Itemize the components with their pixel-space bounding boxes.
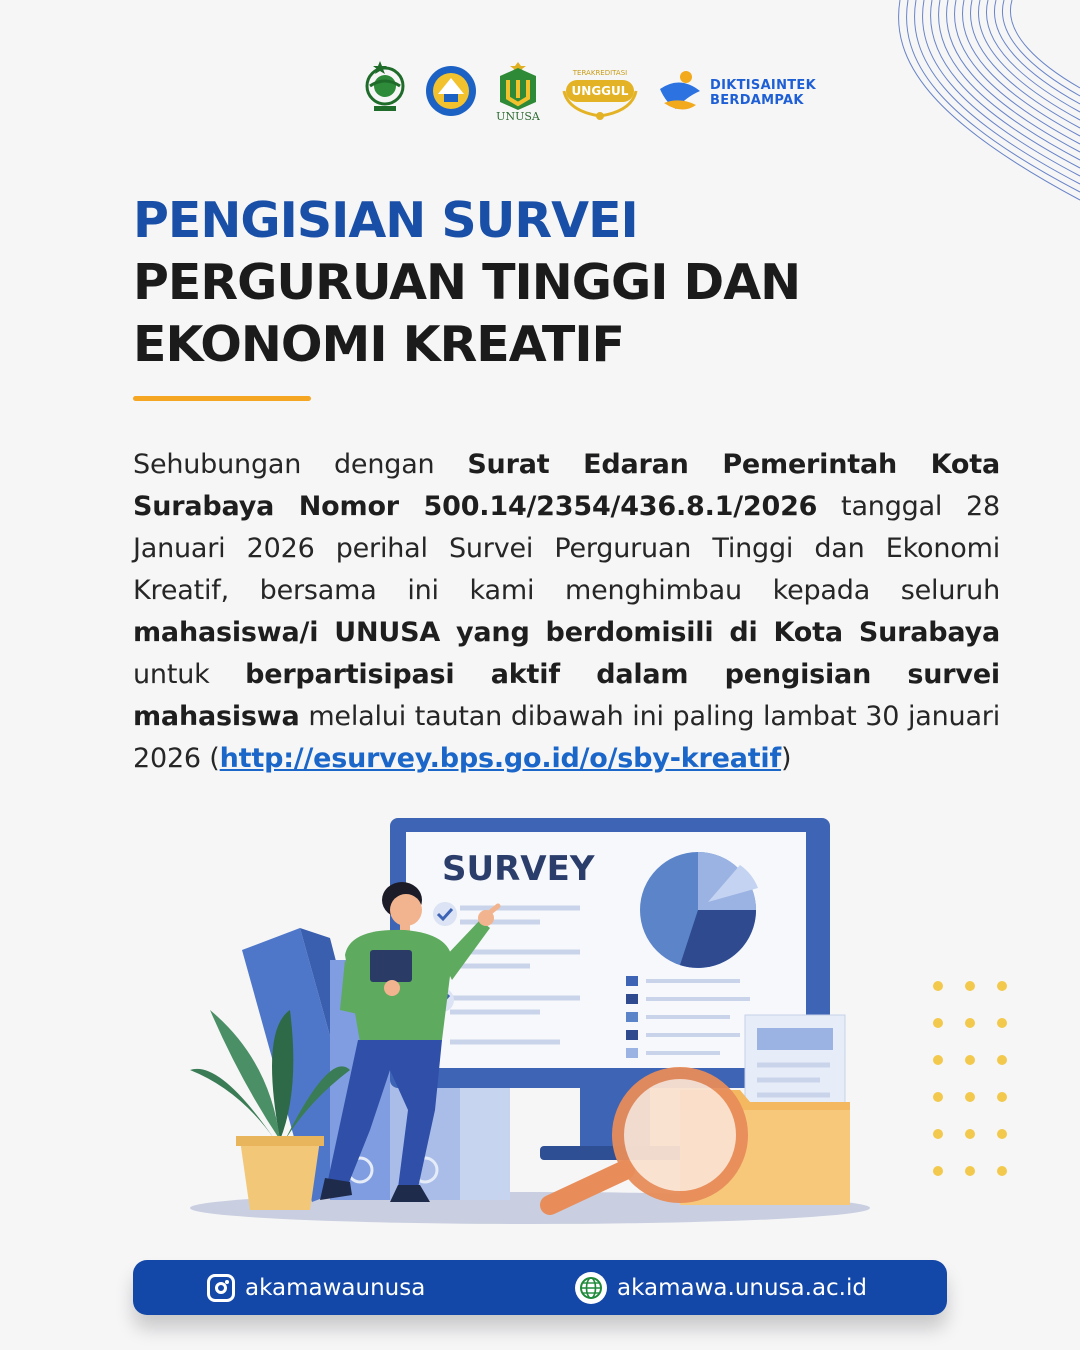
accreditation-top-text: TERAKREDITASI — [572, 69, 628, 77]
instagram-link[interactable] — [207, 1260, 425, 1315]
screen-survey-heading: SURVEY — [442, 849, 595, 889]
title-line-1: PENGISIAN SURVEI — [133, 192, 638, 249]
dot-grid-decoration — [928, 978, 1018, 1183]
partner-logos — [360, 58, 816, 128]
announcement-after-ref: tanggal 28 Januari 2026 perihal Survei Perguruan Tinggi dan Ekonomi Kreatif, bersama ini kami menghimbau kepada seluruh — [133, 491, 1000, 606]
announcement-close: ) — [781, 743, 792, 774]
title-line-3: EKONOMI KREATIF — [133, 316, 625, 373]
website-url: akamawa.unusa.ac.id — [617, 1274, 867, 1301]
magnifier-icon — [550, 1073, 742, 1205]
announcement-intro: Sehubungan dengan — [133, 449, 468, 480]
letter-reference: Surat Edaran Pemerintah Kota Surabaya Nomor 500.14/2354/436.8.1/2026 — [133, 449, 1000, 522]
title-underline-accent — [133, 396, 311, 401]
diktisaintek-berdampak-logo — [656, 69, 816, 117]
survey-illustration — [180, 810, 880, 1230]
dikti-line1: DIKTISAINTEK — [710, 78, 816, 93]
unusa-logo — [492, 56, 544, 130]
tut-wuri-handayani-logo — [424, 64, 478, 122]
lptnu-logo — [360, 56, 410, 130]
wave-lines-decoration — [890, 0, 1080, 215]
unusa-logo-text: UNUSA — [496, 110, 540, 123]
instagram-icon — [207, 1274, 235, 1302]
website-link[interactable] — [575, 1260, 867, 1315]
call-to-action: berpartisipasi aktif dalam pengisian survei mahasiswa — [133, 659, 1000, 732]
title-line-2: PERGURUAN TINGGI DAN — [133, 254, 801, 311]
dikti-line2: BERDAMPAK — [710, 93, 804, 108]
instagram-handle: akamawaunusa — [245, 1274, 426, 1301]
contact-footer — [133, 1260, 947, 1315]
announcement-deadline: melalui tautan dibawah ini paling lambat 30 januari 2026 ( — [133, 701, 1000, 774]
accreditation-main-text: UNGGUL — [571, 84, 629, 98]
globe-icon — [575, 1272, 607, 1304]
page-title — [133, 190, 800, 376]
target-audience: mahasiswa/i UNUSA yang berdomisili di Kota Surabaya — [133, 617, 1000, 648]
survey-link[interactable]: http://esurvey.bps.go.id/o/sby-kreatif — [219, 743, 782, 774]
announcement-paragraph — [133, 444, 1000, 780]
announcement-untuk: untuk — [133, 659, 246, 690]
accreditation-unggul-badge — [558, 56, 642, 130]
